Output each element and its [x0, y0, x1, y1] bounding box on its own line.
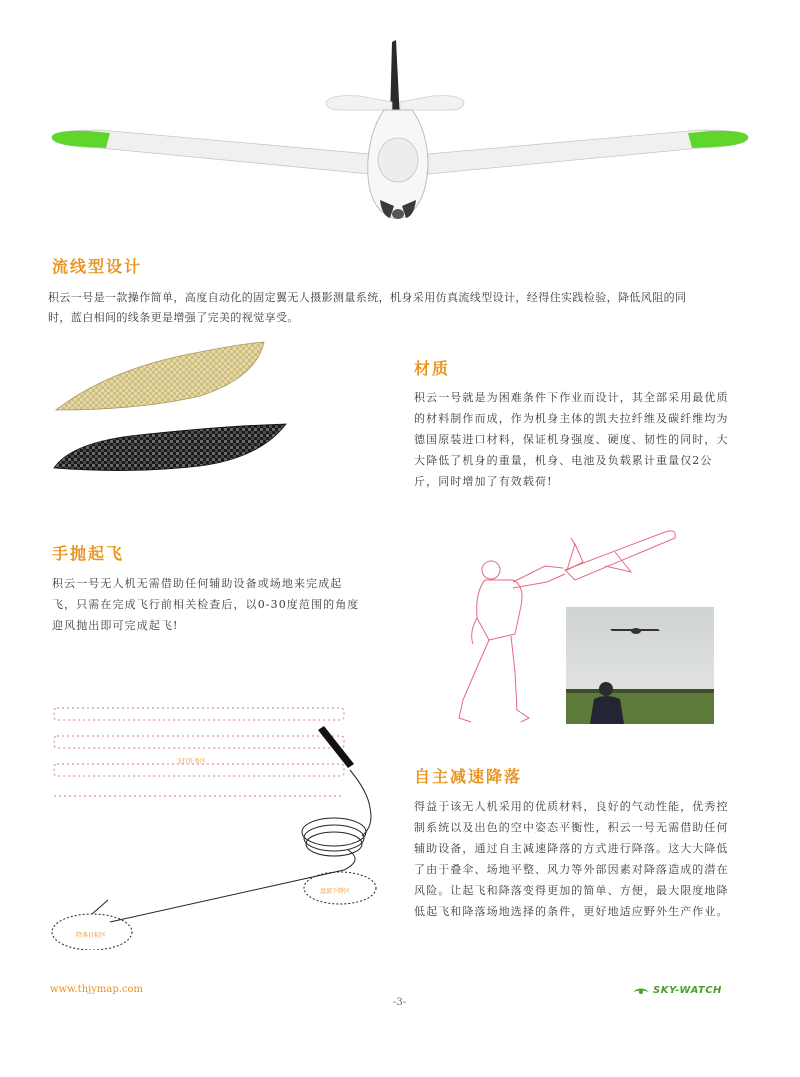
- descent-zone-label: 盘旋下降区: [320, 888, 351, 895]
- auto-landing-line: 了由于叠伞、场地平整、风力等外部因素对降落造成的潜在: [414, 863, 729, 876]
- sky-watch-logo-icon: [632, 986, 650, 996]
- uav-plane-image: [40, 30, 760, 230]
- auto-landing-line: 低起飞和降落场地选择的条件，更好地适应野外生产作业。: [414, 905, 729, 918]
- material-line: 的材料制作而成，作为机身主体的凯夫拉纤维及碳纤维均为: [414, 412, 729, 425]
- hand-launch-heading: 手抛起飞: [52, 544, 125, 563]
- material-samples-image: [50, 338, 310, 478]
- page-number: -3-: [393, 997, 407, 1008]
- material-line: 斤，同时增加了有效载荷!: [414, 475, 553, 488]
- auto-landing-line: 风险。让起飞和降落变得更加的简单、方便，最大限度地降: [414, 884, 729, 897]
- material-line: 德国原装进口材料，保证机身强度、硬度、韧性的同时，大: [414, 433, 729, 446]
- mission-area-label: 飞行任务区: [176, 758, 207, 765]
- website-link[interactable]: www.thjymap.com: [50, 984, 144, 995]
- material-line: 积云一号就是为困难条件下作业而设计，其全部采用最优质: [414, 391, 729, 404]
- material-line: 大降低了机身的重量，机身、电池及负载累计重量仅2公: [414, 454, 713, 467]
- sky-watch-logo-text: SKY-WATCH: [653, 985, 722, 996]
- sky-watch-logo: [632, 985, 722, 996]
- landing-target-label: 降落目标区: [76, 932, 107, 939]
- auto-landing-line: 制系统以及出色的空中姿态平衡性，积云一号无需借助任何: [414, 821, 729, 834]
- auto-landing-line: 得益于该无人机采用的优质材料，良好的气动性能，优秀控: [414, 800, 729, 813]
- landing-pattern-diagram: [48, 700, 388, 950]
- hand-launch-photo: [566, 607, 714, 724]
- streamline-design-heading: 流线型设计: [52, 257, 143, 276]
- material-heading: 材质: [414, 359, 451, 378]
- material-paragraph: [414, 387, 754, 492]
- hand-launch-line: 迎风抛出即可完成起飞!: [52, 619, 179, 632]
- streamline-design-line-2: 时，蓝白相间的线条更是增强了完美的视觉享受。: [48, 311, 299, 324]
- hand-launch-line: 积云一号无人机无需借助任何辅助设备或场地来完成起: [52, 577, 343, 590]
- hand-launch-line: 飞，只需在完成飞行前相关检查后，以0-30度范围的角度: [52, 598, 360, 611]
- streamline-design-line-1: 积云一号是一款操作简单，高度自动化的固定翼无人摄影测量系统，机身采用仿真流线型设计，经得住实践检验，降低风阻的同: [48, 291, 687, 304]
- auto-landing-heading: 自主减速降落: [414, 767, 523, 786]
- auto-landing-line: 辅助设备，通过自主减速降落的方式进行降落。这大大降低: [414, 842, 729, 855]
- hand-launch-paragraph: [52, 573, 372, 636]
- auto-landing-paragraph: [414, 796, 754, 922]
